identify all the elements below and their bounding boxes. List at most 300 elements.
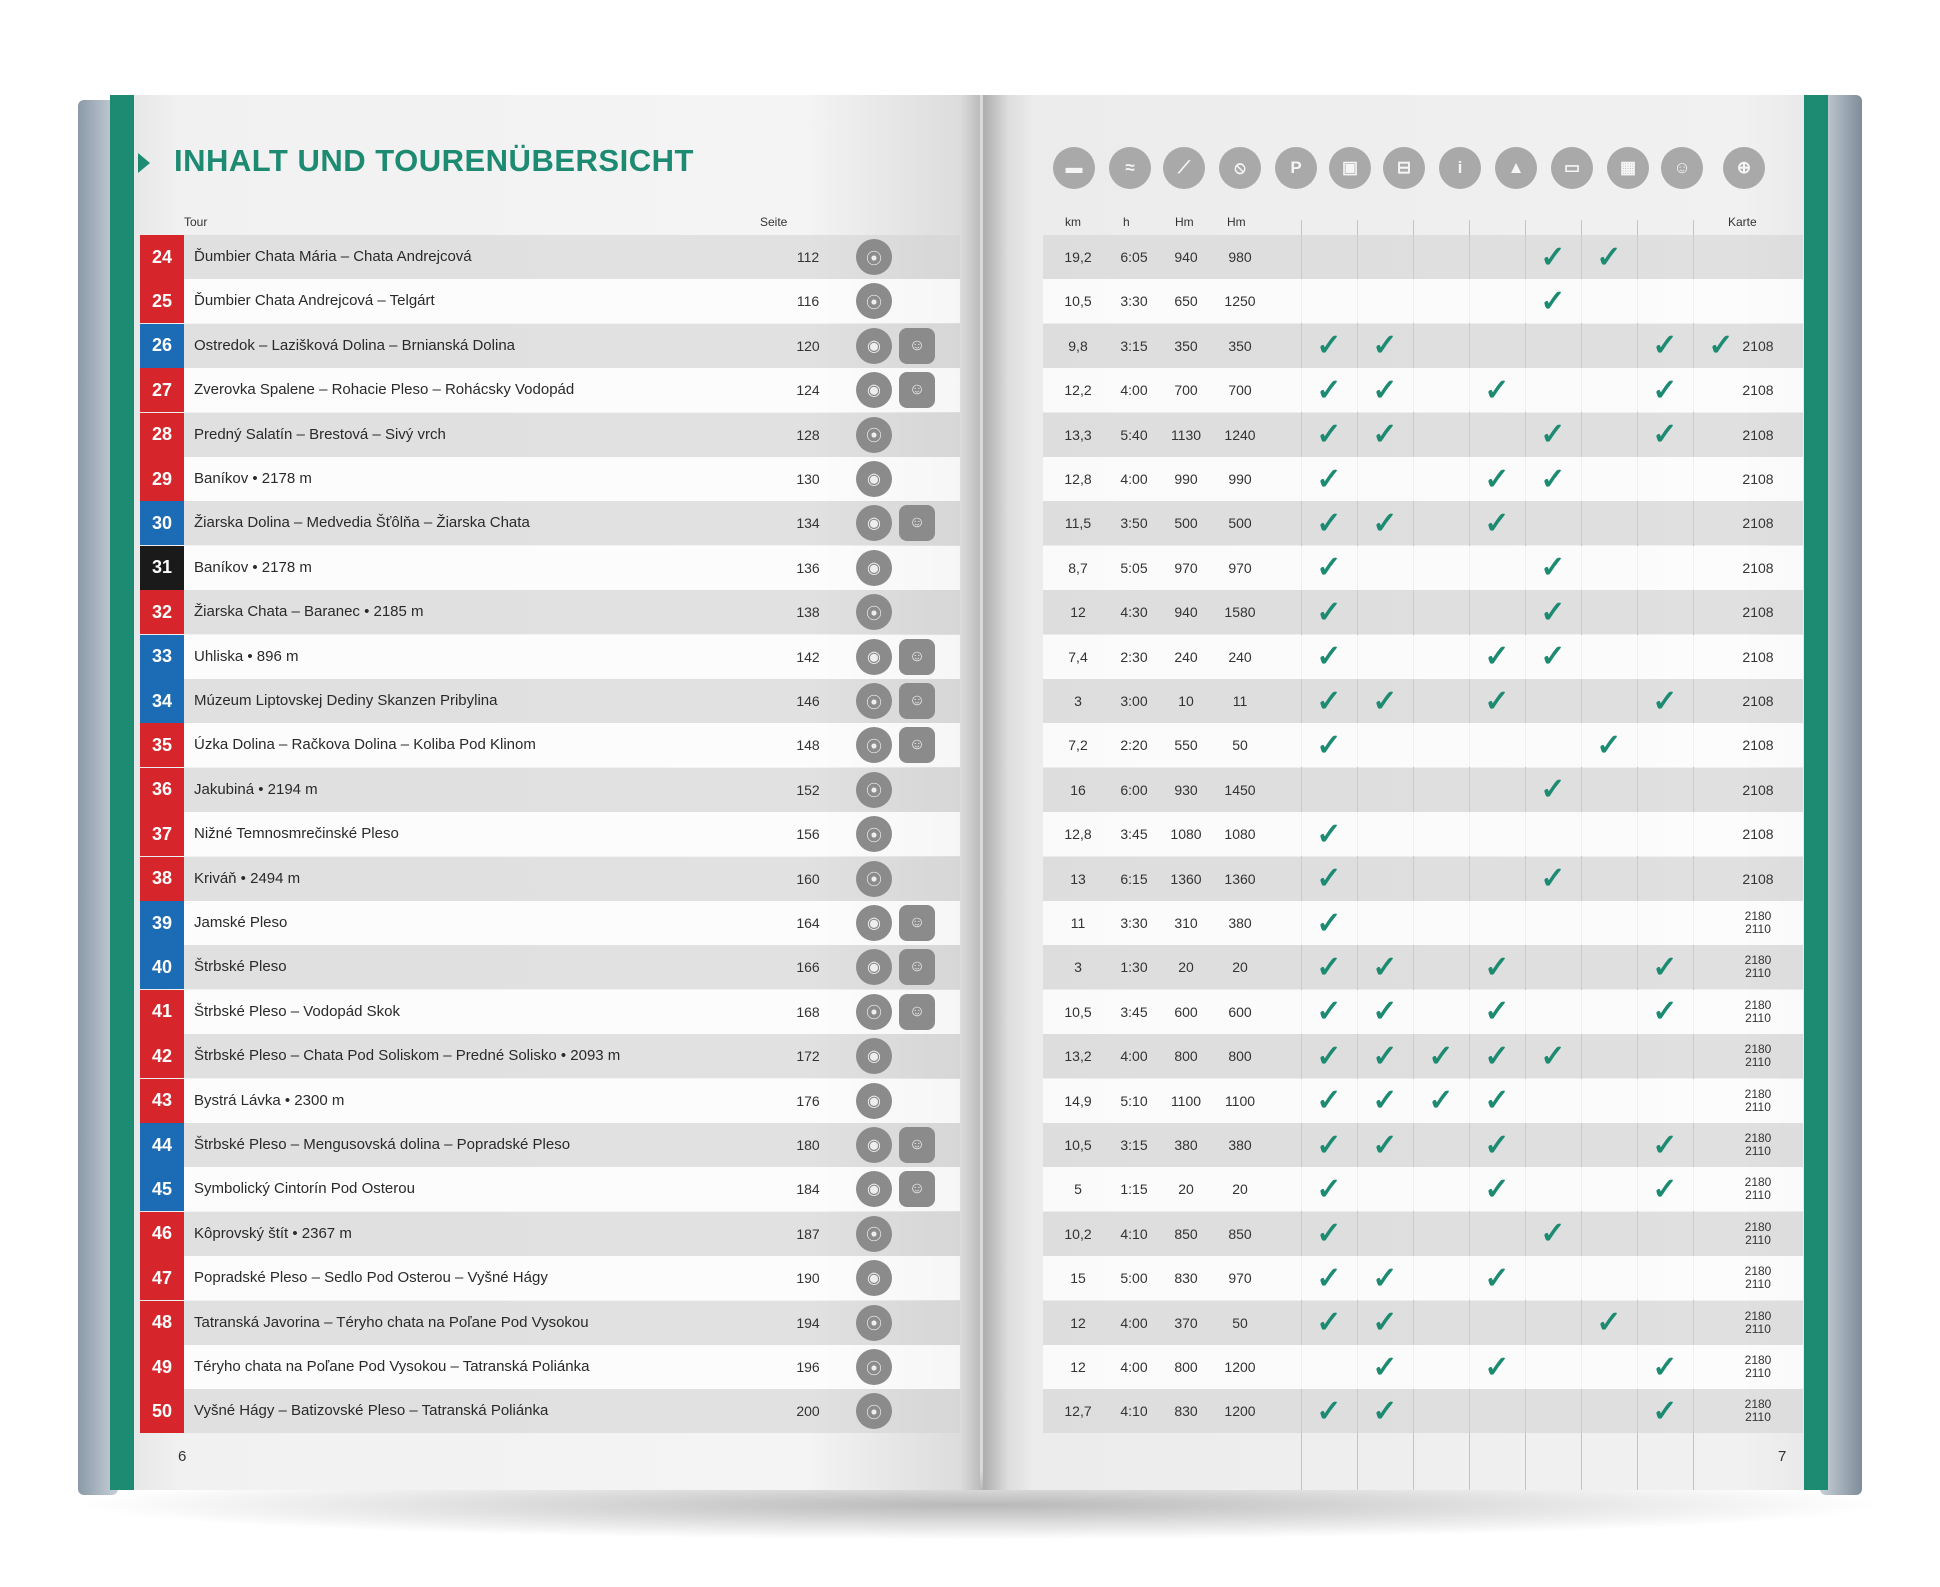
difficulty-icon: ⦿: [856, 727, 892, 763]
family-friendly-icon: ☺: [899, 994, 935, 1030]
map-number-a: 2180: [1744, 1175, 1772, 1190]
check-mark-icon: ✓: [1484, 995, 1510, 1029]
page-ref: 136: [796, 559, 820, 576]
tour-km-value: 12: [1070, 1359, 1086, 1375]
tour-row-left[interactable]: [140, 635, 960, 679]
tour-up-value: 20: [1178, 959, 1194, 976]
tour-name: Ďumbier Chata Andrejcová – Telgárt: [194, 292, 435, 310]
tour-h-value: 1:30: [1120, 959, 1148, 976]
check-mark-icon: ✓: [1540, 418, 1566, 452]
map-number: [1723, 1389, 1793, 1433]
map-number: 2108: [1742, 648, 1774, 665]
tour-down-value: 240: [1228, 648, 1252, 665]
tour-down-value: 1200: [1224, 1403, 1256, 1420]
tour-km-value: 12: [1070, 1314, 1086, 1331]
tour-down-value: 50: [1232, 1314, 1248, 1331]
tour-number-badge: 46: [140, 1212, 184, 1256]
check-mark-icon: ✓: [1316, 817, 1342, 851]
map-number-a: 2180: [1744, 1131, 1772, 1145]
check-mark-icon: ✓: [1316, 728, 1342, 762]
page-ref: 124: [796, 382, 820, 399]
tour-name: Téryho chata na Poľane Pod Vysokou – Tatranská Poliánka: [194, 1358, 590, 1375]
tour-row-left[interactable]: [140, 457, 960, 501]
page-ref: 112: [796, 249, 820, 265]
tour-row-left[interactable]: [140, 1301, 960, 1345]
tour-h-value: 5:10: [1120, 1092, 1148, 1109]
tour-km-value: 12,8: [1064, 471, 1092, 487]
tour-name: Predný Salatín – Brestová – Sivý vrch: [194, 425, 446, 443]
page-ref: 152: [796, 781, 820, 798]
map-number-b: 2110: [1745, 1144, 1771, 1158]
tour-down-value: 800: [1228, 1048, 1252, 1065]
tour-km-value: 10,5: [1064, 1003, 1092, 1020]
map-number: [1723, 235, 1793, 279]
check-mark-icon: ✓: [1372, 329, 1398, 363]
tour-km-value: 13,3: [1064, 426, 1092, 443]
map-number: 2108: [1742, 826, 1774, 843]
tour-row-right[interactable]: [1043, 679, 1803, 723]
col-header-descent: Hm: [1227, 215, 1246, 229]
tour-down-value: 1100: [1224, 1092, 1256, 1109]
difficulty-icon: ◉: [856, 949, 892, 985]
page-ref: 148: [796, 737, 820, 754]
tour-name: Uhliska • 896 m: [194, 647, 299, 665]
map-number: [1723, 990, 1793, 1034]
family-friendly-icon: ☺: [899, 727, 935, 763]
tour-row-right[interactable]: [1043, 1256, 1803, 1300]
tour-row-left[interactable]: [140, 590, 960, 634]
book-gutter: [960, 95, 1008, 1490]
tour-row-right[interactable]: [1043, 1212, 1803, 1256]
difficulty-icon: ⦿: [856, 772, 892, 808]
tour-row-left[interactable]: [140, 324, 960, 368]
map-number: 2108: [1742, 382, 1774, 399]
tour-row-right[interactable]: [1043, 990, 1803, 1034]
tour-number-badge: 33: [140, 635, 184, 679]
page-ref: 166: [796, 959, 820, 976]
check-mark-icon: ✓: [1316, 862, 1342, 896]
tour-number-badge: 48: [140, 1301, 184, 1345]
tour-row-left[interactable]: [140, 235, 960, 279]
tour-up-value: 600: [1174, 1003, 1198, 1020]
tour-row-right[interactable]: [1043, 857, 1803, 901]
tour-up-value: 830: [1174, 1403, 1198, 1420]
tour-km-value: 12,8: [1064, 826, 1092, 843]
tour-h-value: 5:40: [1120, 426, 1148, 443]
tour-h-value: 6:05: [1120, 249, 1148, 265]
page-ref: 168: [796, 1003, 820, 1020]
tour-row-right[interactable]: [1043, 635, 1803, 679]
tour-row-right[interactable]: [1043, 368, 1803, 412]
family-friendly-icon: ☺: [899, 683, 935, 719]
check-mark-icon: ✓: [1652, 684, 1678, 718]
tour-name: Žiarska Dolina – Medvedia Šťôlňa – Žiarska Chata: [194, 514, 530, 532]
right-accent-bar: [1804, 95, 1828, 1490]
tour-row-left[interactable]: [140, 546, 960, 590]
tour-number-badge: 26: [140, 324, 184, 368]
check-mark-icon: ✓: [1596, 728, 1622, 762]
tour-up-value: 1080: [1170, 826, 1202, 843]
tour-row-left[interactable]: [140, 1167, 960, 1211]
family-friendly-icon: ☺: [899, 949, 935, 985]
tour-name: Ostredok – Lazišková Dolina – Brnianská Dolina: [194, 336, 515, 354]
map-number: 2108: [1742, 337, 1774, 354]
difficulty-icon: ◉: [856, 1127, 892, 1163]
tour-number-badge: 28: [140, 413, 184, 457]
tour-row-right[interactable]: [1043, 1301, 1803, 1345]
tour-row-right[interactable]: [1043, 1345, 1803, 1389]
check-mark-icon: ✓: [1428, 1039, 1454, 1073]
tour-row-left[interactable]: [140, 501, 960, 545]
tour-name: Popradské Pleso – Sedlo Pod Osterou – Vyšné Hágy: [194, 1269, 548, 1287]
check-mark-icon: ✓: [1540, 595, 1566, 629]
tour-h-value: 3:50: [1120, 515, 1148, 532]
tour-row-left[interactable]: [140, 1389, 960, 1433]
tour-row-left[interactable]: [140, 1256, 960, 1300]
map-number: [1723, 1301, 1793, 1345]
tour-km-value: 5: [1074, 1181, 1082, 1198]
tour-up-value: 850: [1174, 1225, 1198, 1242]
map-number-a: 2180: [1744, 909, 1772, 923]
tour-name: Štrbské Pleso – Vodopád Skok: [194, 1002, 400, 1020]
tour-row-right[interactable]: [1043, 901, 1803, 945]
tour-km-value: 13,2: [1064, 1048, 1092, 1065]
difficulty-icon: ⦿: [856, 283, 892, 319]
calendar-icon: ▦: [1607, 147, 1649, 189]
tour-row-left[interactable]: [140, 945, 960, 989]
tour-km-value: 19,2: [1064, 249, 1092, 265]
tour-down-value: 350: [1228, 337, 1252, 354]
page-ref: 142: [796, 648, 820, 665]
tour-row-left[interactable]: [140, 1123, 960, 1167]
tour-row-right[interactable]: [1043, 812, 1803, 856]
tour-up-value: 930: [1174, 781, 1198, 798]
check-mark-icon: ✓: [1540, 462, 1566, 496]
tour-up-value: 380: [1174, 1137, 1198, 1153]
tour-row-right[interactable]: [1043, 1123, 1803, 1167]
check-mark-icon: ✓: [1652, 1350, 1678, 1384]
tour-row-right[interactable]: [1043, 235, 1803, 279]
tour-name: Štrbské Pleso – Mengusovská dolina – Popradské Pleso: [194, 1136, 571, 1153]
check-mark-icon: ✓: [1316, 373, 1342, 407]
map-number-a: 2180: [1744, 1219, 1772, 1234]
tour-down-value: 600: [1228, 1003, 1252, 1020]
tour-number-badge: 30: [140, 501, 184, 545]
check-mark-icon: ✓: [1484, 684, 1510, 718]
tour-name: Zverovka Spalene – Rohacie Pleso – Rohácsky Vodopád: [194, 381, 575, 399]
check-mark-icon: ✓: [1316, 1261, 1342, 1295]
check-mark-icon: ✓: [1428, 1084, 1454, 1118]
tour-h-value: 4:30: [1120, 604, 1148, 621]
map-number-b: 2110: [1745, 1232, 1771, 1247]
col-header-ascent: Hm: [1175, 215, 1194, 229]
tour-h-value: 4:10: [1120, 1225, 1148, 1242]
map-number: [1723, 1079, 1793, 1123]
tour-up-value: 500: [1174, 515, 1198, 532]
tour-name: Vyšné Hágy – Batizovské Pleso – Tatranská Poliánka: [194, 1402, 549, 1420]
tour-h-value: 4:10: [1120, 1403, 1148, 1420]
tour-up-value: 700: [1174, 382, 1198, 399]
cable-car-icon: ≈: [1109, 147, 1151, 189]
check-mark-icon: ✓: [1540, 1039, 1566, 1073]
check-mark-icon: ✓: [1372, 1350, 1398, 1384]
tour-number-badge: 43: [140, 1079, 184, 1123]
col-header-km: km: [1065, 215, 1081, 229]
page-ref: 172: [796, 1048, 820, 1065]
tour-name: Kriváň • 2494 m: [194, 869, 301, 887]
difficulty-icon: ◉: [856, 550, 892, 586]
page-ref: 138: [796, 604, 820, 621]
tour-up-value: 20: [1178, 1181, 1194, 1198]
family-friendly-icon: ☺: [899, 1171, 935, 1207]
check-mark-icon: ✓: [1372, 418, 1398, 452]
tour-down-value: 380: [1228, 915, 1252, 931]
difficulty-icon: ◉: [856, 328, 892, 364]
check-mark-icon: ✓: [1316, 1172, 1342, 1206]
tour-up-value: 970: [1174, 559, 1198, 576]
tour-h-value: 5:00: [1120, 1270, 1148, 1287]
map-number-b: 2110: [1745, 1410, 1771, 1425]
check-mark-icon: ✓: [1316, 995, 1342, 1029]
tour-row-left[interactable]: [140, 1034, 960, 1078]
tour-number-badge: 36: [140, 768, 184, 812]
check-mark-icon: ✓: [1596, 240, 1622, 274]
page-ref: 156: [796, 826, 820, 843]
tour-row-left[interactable]: [140, 812, 960, 856]
tour-name: Múzeum Liptovskej Dediny Skanzen Pribylina: [194, 692, 498, 709]
map-number: 2108: [1742, 471, 1774, 487]
col-header-seite: Seite: [760, 215, 788, 229]
check-mark-icon: ✓: [1316, 1394, 1342, 1428]
check-mark-icon: ✓: [1316, 906, 1342, 940]
check-mark-icon: ✓: [1484, 1084, 1510, 1118]
tour-row-left[interactable]: [140, 990, 960, 1034]
tour-km-value: 16: [1070, 781, 1086, 798]
tour-row-left[interactable]: [140, 679, 960, 723]
tour-row-left[interactable]: [140, 368, 960, 412]
tour-down-value: 980: [1228, 249, 1252, 265]
tour-up-value: 1100: [1170, 1092, 1202, 1109]
check-mark-icon: ✓: [1484, 1261, 1510, 1295]
page-ref: 194: [796, 1314, 820, 1331]
check-mark-icon: ✓: [1316, 640, 1342, 674]
tour-up-value: 990: [1174, 471, 1198, 487]
map-number: 2108: [1742, 693, 1774, 709]
family-friendly-icon: ☺: [899, 505, 935, 541]
difficulty-icon: ⦿: [856, 994, 892, 1030]
tour-number-badge: 24: [140, 235, 184, 279]
tour-number-badge: 38: [140, 857, 184, 901]
lake-icon: ▭: [1551, 147, 1593, 189]
page-ref: 196: [796, 1359, 820, 1375]
check-mark-icon: ✓: [1540, 640, 1566, 674]
tour-row-left[interactable]: [140, 768, 960, 812]
tour-name: Baníkov • 2178 m: [194, 470, 312, 487]
map-number-b: 2110: [1745, 1321, 1771, 1336]
tour-row-left[interactable]: [140, 1345, 960, 1389]
tour-row-right[interactable]: [1043, 324, 1803, 368]
tour-number-badge: 45: [140, 1167, 184, 1211]
check-mark-icon: ✓: [1372, 950, 1398, 984]
right-page: [983, 95, 1828, 1490]
tour-row-right[interactable]: [1043, 546, 1803, 590]
page-ref: 187: [796, 1225, 820, 1242]
difficulty-icon: ⦿: [856, 1393, 892, 1429]
page-ref: 134: [796, 515, 820, 532]
tour-row-right[interactable]: [1043, 590, 1803, 634]
tour-km-value: 12,7: [1064, 1403, 1092, 1420]
tour-h-value: 1:15: [1120, 1181, 1148, 1198]
tour-row-right[interactable]: [1043, 279, 1803, 323]
difficulty-icon: ◉: [856, 639, 892, 675]
tour-up-value: 370: [1174, 1314, 1198, 1331]
check-mark-icon: ✓: [1484, 950, 1510, 984]
tour-row-left[interactable]: [140, 1079, 960, 1123]
col-header-h: h: [1123, 215, 1130, 229]
tour-down-value: 990: [1228, 471, 1252, 487]
check-mark-icon: ✓: [1372, 506, 1398, 540]
map-number: 2108: [1742, 604, 1774, 621]
tour-number-badge: 32: [140, 590, 184, 634]
map-number: [1723, 1034, 1793, 1078]
tour-row-right[interactable]: [1043, 457, 1803, 501]
tour-km-value: 10,2: [1064, 1225, 1092, 1242]
tour-number-badge: 49: [140, 1345, 184, 1389]
map-number-b: 2110: [1745, 1366, 1771, 1380]
tour-number-badge: 27: [140, 368, 184, 412]
tour-name: Štrbské Pleso: [194, 958, 287, 976]
map-number: [1723, 945, 1793, 989]
check-mark-icon: ✓: [1372, 1084, 1398, 1118]
tour-km-value: 9,8: [1068, 337, 1088, 354]
check-mark-icon: ✓: [1484, 1039, 1510, 1073]
tour-row-left[interactable]: [140, 1212, 960, 1256]
tour-row-left[interactable]: [140, 901, 960, 945]
map-number: 2108: [1742, 870, 1774, 887]
check-mark-icon: ✓: [1484, 506, 1510, 540]
tour-row-right[interactable]: [1043, 501, 1803, 545]
tour-h-value: 4:00: [1120, 382, 1148, 399]
map-number: [1723, 901, 1793, 945]
page-ref: 200: [796, 1403, 820, 1420]
tour-up-value: 800: [1174, 1048, 1198, 1065]
check-mark-icon: ✓: [1484, 640, 1510, 674]
tour-h-value: 3:00: [1120, 693, 1148, 709]
difficulty-icon: ⦿: [856, 594, 892, 630]
page-ref: 176: [796, 1092, 820, 1109]
check-mark-icon: ✓: [1372, 1261, 1398, 1295]
page-ref: 190: [796, 1270, 820, 1287]
check-mark-icon: ✓: [1484, 373, 1510, 407]
tour-row-right[interactable]: [1043, 1167, 1803, 1211]
tour-row-right[interactable]: [1043, 1079, 1803, 1123]
check-mark-icon: ✓: [1372, 373, 1398, 407]
map-number: [1723, 1212, 1793, 1256]
tour-up-value: 940: [1174, 249, 1198, 265]
tour-h-value: 3:15: [1120, 337, 1148, 354]
check-mark-icon: ✓: [1316, 1128, 1342, 1162]
check-mark-icon: ✓: [1316, 418, 1342, 452]
tour-h-value: 4:00: [1120, 1048, 1148, 1065]
tour-row-right[interactable]: [1043, 945, 1803, 989]
tour-row-left[interactable]: [140, 413, 960, 457]
check-mark-icon: ✓: [1652, 995, 1678, 1029]
tour-up-value: 830: [1174, 1270, 1198, 1287]
check-mark-icon: ✓: [1372, 995, 1398, 1029]
tour-number-badge: 37: [140, 812, 184, 856]
tour-km-value: 11: [1070, 915, 1086, 931]
tour-row-left[interactable]: [140, 279, 960, 323]
tour-row-right[interactable]: [1043, 768, 1803, 812]
tour-number-badge: 40: [140, 945, 184, 989]
tour-h-value: 4:00: [1120, 471, 1148, 487]
tour-down-value: 970: [1228, 1270, 1252, 1287]
left-accent-bar: [110, 95, 134, 1490]
check-mark-icon: ✓: [1652, 373, 1678, 407]
map-number-b: 2110: [1745, 1188, 1771, 1203]
family-friendly-icon: ☺: [899, 905, 935, 941]
map-number-a: 2180: [1744, 1086, 1772, 1101]
tour-number-badge: 50: [140, 1389, 184, 1433]
tour-km-value: 14,9: [1064, 1092, 1092, 1109]
tour-number-badge: 31: [140, 546, 184, 590]
check-mark-icon: ✓: [1540, 240, 1566, 274]
tour-number-badge: 41: [140, 990, 184, 1034]
tour-up-value: 310: [1174, 915, 1198, 931]
map-number: [1723, 1256, 1793, 1300]
map-number-b: 2110: [1745, 1099, 1771, 1114]
tour-up-value: 550: [1174, 737, 1198, 754]
tour-name: Ďumbier Chata Mária – Chata Andrejcová: [194, 248, 472, 265]
tour-h-value: 3:45: [1120, 826, 1148, 843]
page-ref: 184: [796, 1181, 820, 1198]
difficulty-icon: ⦿: [856, 1305, 892, 1341]
tour-km-value: 12: [1070, 604, 1086, 621]
tour-km-value: 10,5: [1064, 293, 1092, 310]
tour-h-value: 5:05: [1120, 559, 1148, 576]
tour-row-right[interactable]: [1043, 413, 1803, 457]
page-ref: 164: [796, 915, 820, 931]
tour-row-left[interactable]: [140, 723, 960, 767]
tour-down-value: 970: [1228, 559, 1252, 576]
map-number: [1723, 279, 1793, 323]
difficulty-icon: ⦿: [856, 239, 892, 275]
map-number-a: 2180: [1744, 997, 1772, 1012]
check-mark-icon: ✓: [1540, 862, 1566, 896]
tour-row-right[interactable]: [1043, 1034, 1803, 1078]
check-mark-icon: ✓: [1540, 773, 1566, 807]
tour-down-value: 380: [1228, 1137, 1252, 1153]
page-ref: 128: [796, 426, 820, 443]
difficulty-icon: ◉: [856, 1171, 892, 1207]
map-number-b: 2110: [1745, 922, 1771, 936]
tour-row-left[interactable]: [140, 857, 960, 901]
map-number-a: 2180: [1744, 1264, 1772, 1279]
difficulty-icon: ◉: [856, 1083, 892, 1119]
check-mark-icon: ✓: [1484, 1128, 1510, 1162]
tour-up-value: 10: [1178, 693, 1194, 709]
tour-up-value: 350: [1174, 337, 1198, 354]
check-mark-icon: ✓: [1316, 595, 1342, 629]
map-number-a: 2180: [1744, 953, 1772, 968]
map-number: 2108: [1742, 737, 1774, 754]
train-icon: ⊟: [1383, 147, 1425, 189]
map-number: [1723, 1345, 1793, 1389]
tour-row-right[interactable]: [1043, 1389, 1803, 1433]
tour-row-right[interactable]: [1043, 723, 1803, 767]
tour-up-value: 940: [1174, 604, 1198, 621]
tour-h-value: 4:00: [1120, 1314, 1148, 1331]
